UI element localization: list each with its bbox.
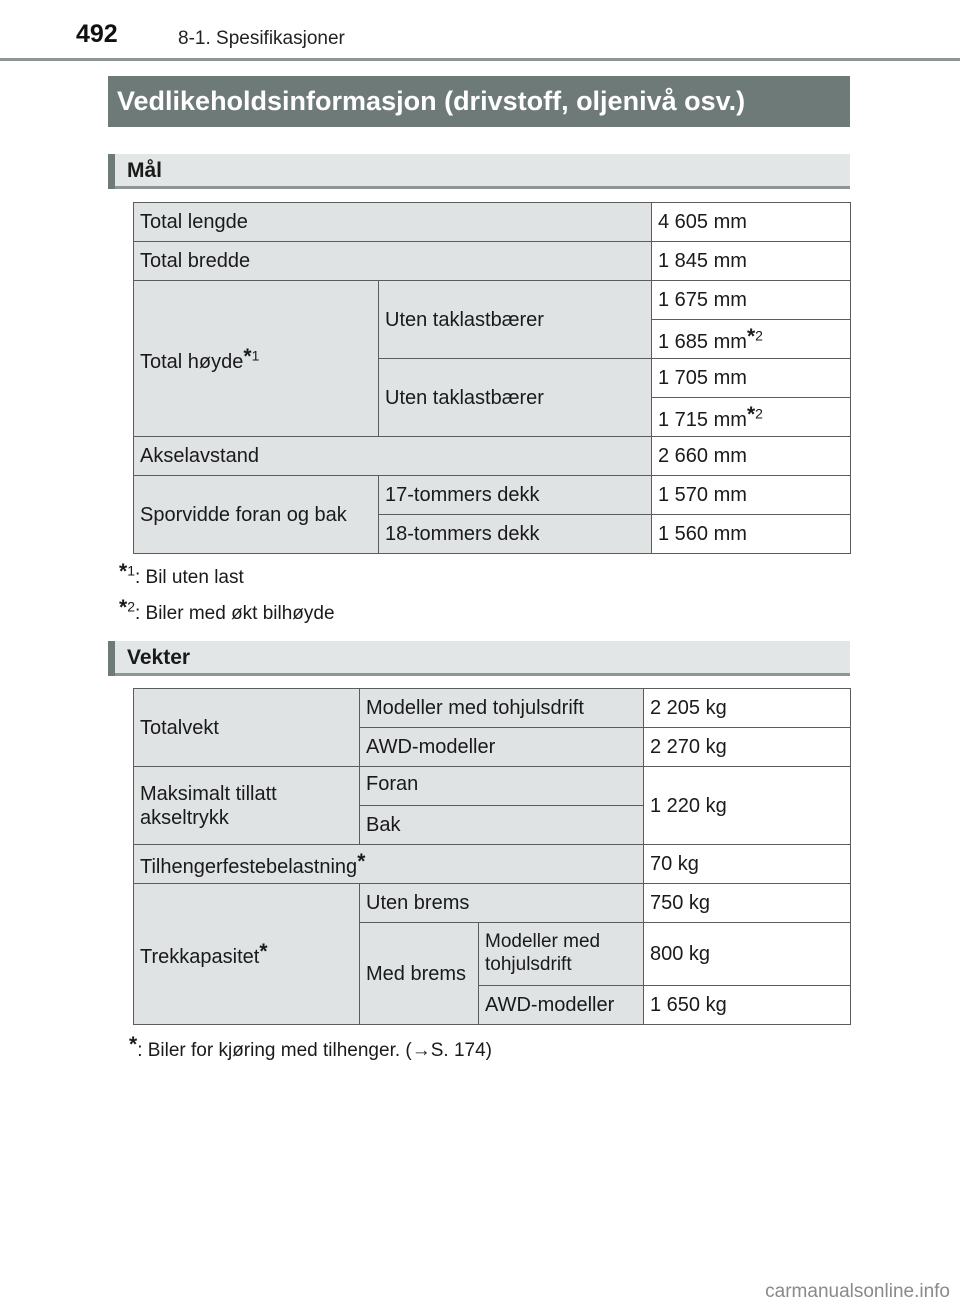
table-row [134, 884, 851, 923]
dimensions-heading-label: Mål [127, 159, 163, 182]
weights-table [133, 688, 851, 1025]
footnote-number: 2 [755, 327, 763, 344]
footnote-number: 1 [127, 562, 135, 579]
total-weight-label: Totalvekt [134, 689, 360, 767]
page-reference[interactable]: S. 174) [430, 1040, 492, 1061]
table-row [134, 437, 851, 476]
hitch-load-text: Tilhengerfestebelastning [140, 856, 358, 878]
towing-braked-model-awd: AWD-modeller [479, 986, 644, 1025]
total-weight-model-2wd: Modeller med tohjulsdrift [360, 689, 644, 728]
dimensions-heading [108, 154, 850, 189]
axle-rear-label: Bak [360, 806, 644, 845]
footnote-star: * [119, 596, 128, 619]
table-row [134, 845, 851, 884]
track-tire-17: 17-tommers dekk [379, 476, 652, 515]
section-path: 8-1. Spesifikasjoner [178, 28, 345, 49]
hitch-load-value: 70 kg [644, 845, 851, 884]
heading-bar [108, 154, 115, 189]
table-row [134, 689, 851, 728]
towing-unbraked-value: 750 kg [644, 884, 851, 923]
axle-front-label: Foran [360, 767, 644, 806]
towing-braked-value-2wd: 800 kg [644, 923, 851, 986]
wheelbase-value: 2 660 mm [652, 437, 851, 476]
table-row [134, 242, 851, 281]
total-height-label [134, 281, 379, 437]
watermark: carmanualsonline.info [765, 1281, 950, 1302]
footnote-text: : Biler med økt bilhøyde [134, 603, 335, 624]
footnote-star: * [746, 325, 756, 348]
footnote-star: * [746, 403, 756, 426]
weights-heading [108, 641, 850, 676]
track-value-18: 1 560 mm [652, 515, 851, 554]
page-number: 492 [76, 20, 118, 48]
track-label: Sporvidde foran og bak [134, 476, 379, 554]
track-tire-18: 18-tommers dekk [379, 515, 652, 554]
total-length-value: 4 605 mm [652, 203, 851, 242]
dimensions-table [133, 202, 851, 554]
total-weight-model-awd: AWD-modeller [360, 728, 644, 767]
footnote-text: : Biler for kjøring med tilhenger. ( [137, 1040, 412, 1061]
total-weight-value-awd: 2 270 kg [644, 728, 851, 767]
total-length-label: Total lengde [134, 203, 652, 242]
footnote-number: 2 [127, 598, 135, 615]
arrow-icon: → [411, 1040, 431, 1061]
axle-load-value: 1 220 kg [644, 767, 851, 845]
footnote-star: * [259, 940, 268, 963]
footnote-star: * [119, 560, 128, 583]
footnote-text: : Bil uten last [134, 567, 244, 588]
footnote-star: * [357, 850, 366, 873]
table-row [134, 203, 851, 242]
section-title: Vedlikeholdsinformasjon (drivstoff, oljenivå osv.) [108, 76, 850, 127]
total-weight-value-2wd: 2 205 kg [644, 689, 851, 728]
table-row [134, 476, 851, 515]
height-group1-value2-text: 1 685 mm [658, 331, 747, 353]
footnote-towing [129, 1033, 492, 1062]
height-group1-label: Uten taklastbærer [379, 281, 652, 359]
height-group1-value2 [652, 320, 851, 359]
footnote-2 [119, 596, 335, 625]
height-group2-value1: 1 705 mm [652, 359, 851, 398]
footnote-star: * [243, 344, 252, 368]
track-value-17: 1 570 mm [652, 476, 851, 515]
towing-braked-model-2wd: Modeller med tohjulsdrift [479, 923, 644, 986]
footnote-number: 2 [755, 405, 763, 422]
height-group2-label: Uten taklastbærer [379, 359, 652, 437]
page-header [0, 0, 960, 62]
towing-unbraked-label: Uten brems [360, 884, 644, 923]
table-row [134, 281, 851, 320]
header-rule [0, 58, 960, 61]
footnote-star: * [129, 1033, 138, 1056]
weights-heading-label: Vekter [127, 646, 191, 669]
total-width-label: Total bredde [134, 242, 652, 281]
height-group2-value2-text: 1 715 mm [658, 409, 747, 431]
total-height-text: Total høyde [140, 350, 244, 373]
towing-label [134, 884, 360, 1025]
hitch-load-label [134, 845, 644, 884]
footnote-1 [119, 560, 244, 589]
wheelbase-label: Akselavstand [134, 437, 652, 476]
towing-braked-label: Med brems [360, 923, 479, 1025]
table-row [134, 767, 851, 806]
towing-braked-value-awd: 1 650 kg [644, 986, 851, 1025]
heading-bar [108, 641, 115, 676]
height-group2-value2 [652, 398, 851, 437]
footnote-number: 1 [251, 346, 260, 363]
axle-load-label: Maksimalt tillatt akseltrykk [134, 767, 360, 845]
height-group1-value1: 1 675 mm [652, 281, 851, 320]
total-width-value: 1 845 mm [652, 242, 851, 281]
towing-text: Trekkapasitet [140, 946, 260, 968]
